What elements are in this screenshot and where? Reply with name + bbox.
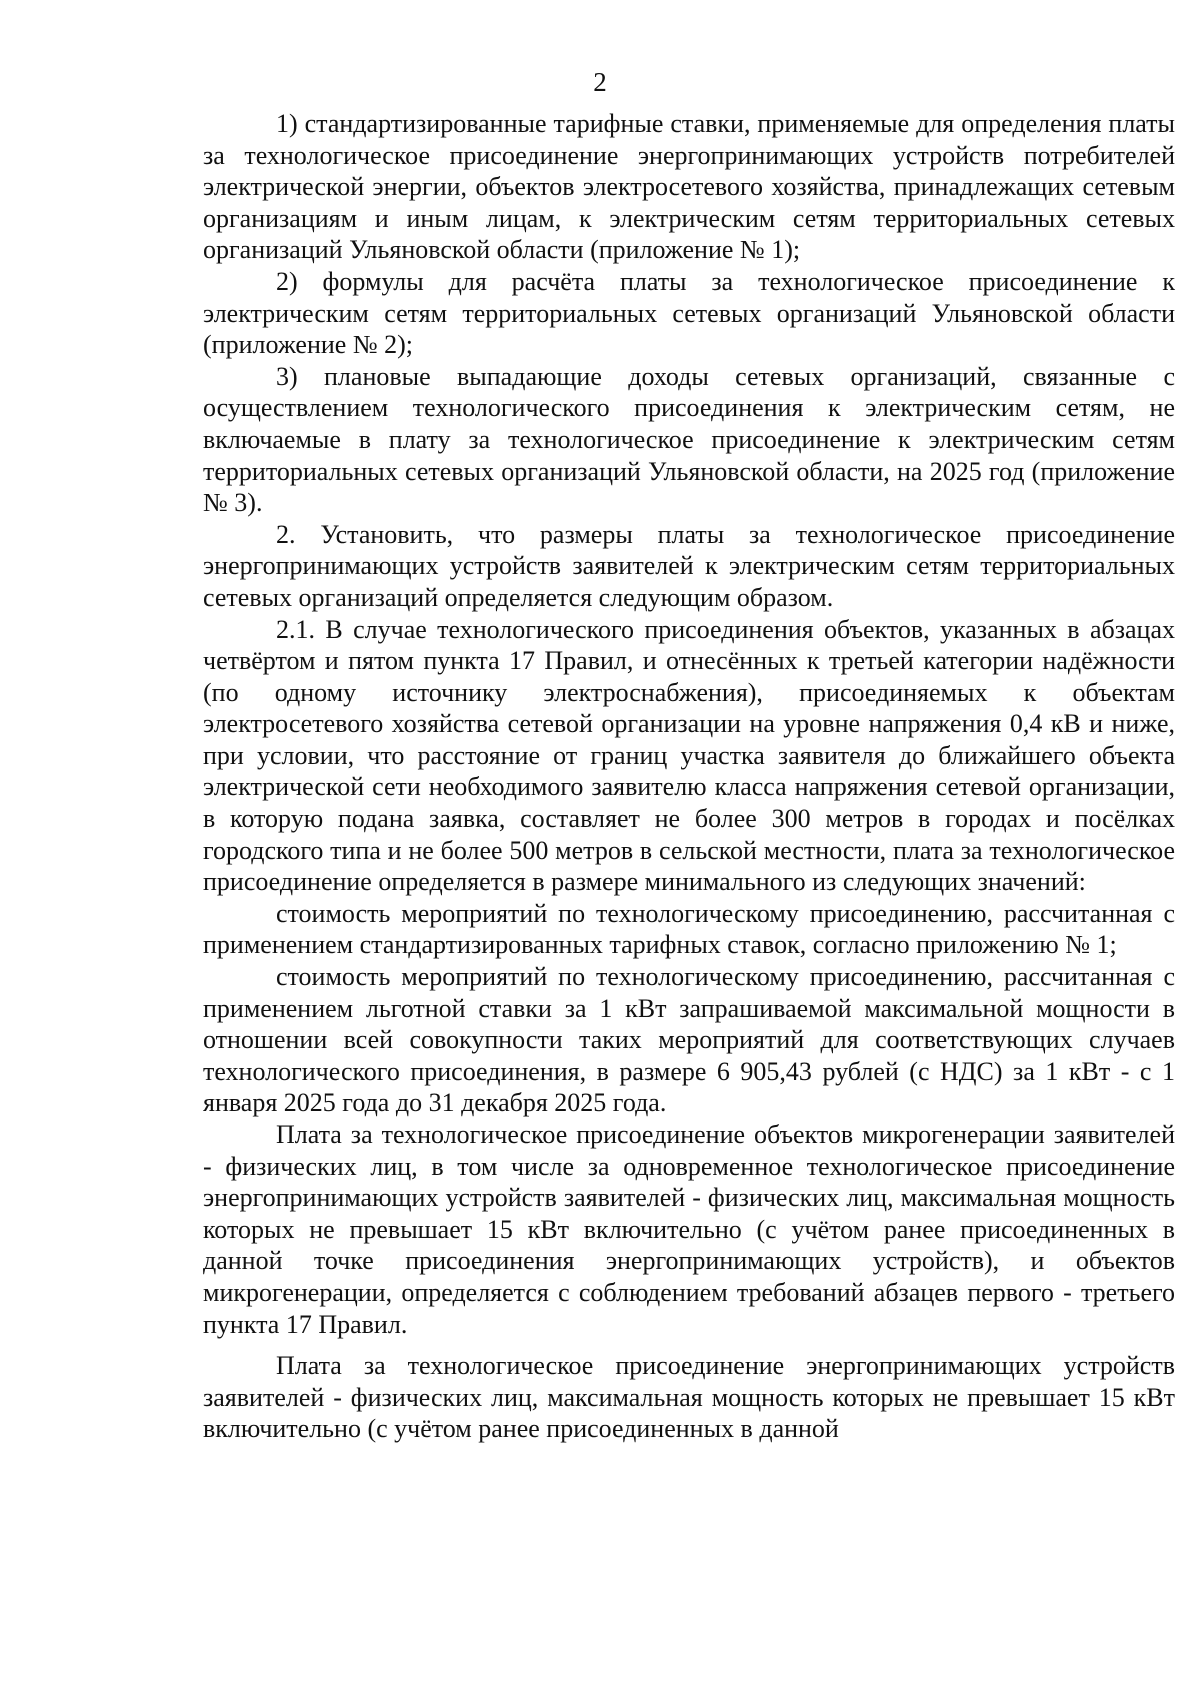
paragraph-microgeneration-fee: Плата за технологическое присоединение объектов микрогенерации заявителей - физических лиц, в том числе за одновременное технологическое присоединение энергопринимающих устройств заявителей - физических лиц, максимальная мощность которых не превышает 15 кВт включительно (с учётом ранее присоединенных в данной точке присоединения энергопринимающих устройств), и объектов микрогенерации, определяется с соблюдением требований абзацев первого - третьего пункта 17 Правил. <box>203 1120 1175 1339</box>
paragraph-clause-2: 2. Установить, что размеры платы за технологическое присоединение энергопринимающих устройств заявителей к электрическим сетям территориальных сетевых организаций определяется следующим образом. <box>203 519 1175 612</box>
paragraph-individuals-fee: Плата за технологическое присоединение энергопринимающих устройств заявителей - физических лиц, максимальная мощность которых не превышает 15 кВт включительно (с учётом ранее присоединенных в данной <box>203 1351 1175 1444</box>
paragraph-item-3-lost-income: 3) плановые выпадающие доходы сетевых организаций, связанные с осуществлением технологического присоединения к электрическим сетям, не включаемые в плату за технологическое присоединение к электрическим сетям территориальных сетевых организаций Ульяновской области, на 2025 год (приложение № 3). <box>203 361 1175 518</box>
paragraph-clause-2-1: 2.1. В случае технологического присоединения объектов, указанных в абзацах четвёртом и пятом пункта 17 Правил, и отнесённых к третьей категории надёжности (по одному источнику электроснабжения), присоединяемых к объектам электросетевого хозяйства сетевой организации на уровне напряжения 0,4 кВ и ниже, при условии, что расстояние от границ участка заявителя до ближайшего объекта электрической сети необходимого заявителю класса напряжения сетевой организации, в которую подана заявка, составляет не более 300 метров в городах и посёлках городского типа и не более 500 метров в сельской местности, плата за технологическое присоединение определяется в размере минимального из следующих значений: <box>203 614 1175 897</box>
paragraph-cost-standard-rates: стоимость мероприятий по технологическому присоединению, рассчитанная с применением стандартизированных тарифных ставок, согласно приложению № 1; <box>203 898 1175 960</box>
document-body <box>203 108 1175 1445</box>
page-number: 2 <box>593 67 607 97</box>
paragraph-cost-preferential-rate: стоимость мероприятий по технологическому присоединению, рассчитанная с применением льготной ставки за 1 кВт запрашиваемой максимальной мощности в отношении всей совокупности таких мероприятий для соответствующих случаев технологического присоединения, в размере 6 905,43 рублей (с НДС) за 1 кВт - с 1 января 2025 года до 31 декабря 2025 года. <box>203 962 1175 1118</box>
paragraph-item-2-formulas: 2) формулы для расчёта платы за технологическое присоединение к электрическим сетям территориальных сетевых организаций Ульяновской области (приложение № 2); <box>203 266 1175 360</box>
paragraph-item-1-standard-rates: 1) стандартизированные тарифные ставки, применяемые для определения платы за технологическое присоединение энергопринимающих устройств потребителей электрической энергии, объектов электросетевого хозяйства, принадлежащих сетевым организациям и иным лицам, к электрическим сетям территориальных сетевых организаций Ульяновской области (приложение № 1); <box>203 109 1175 265</box>
